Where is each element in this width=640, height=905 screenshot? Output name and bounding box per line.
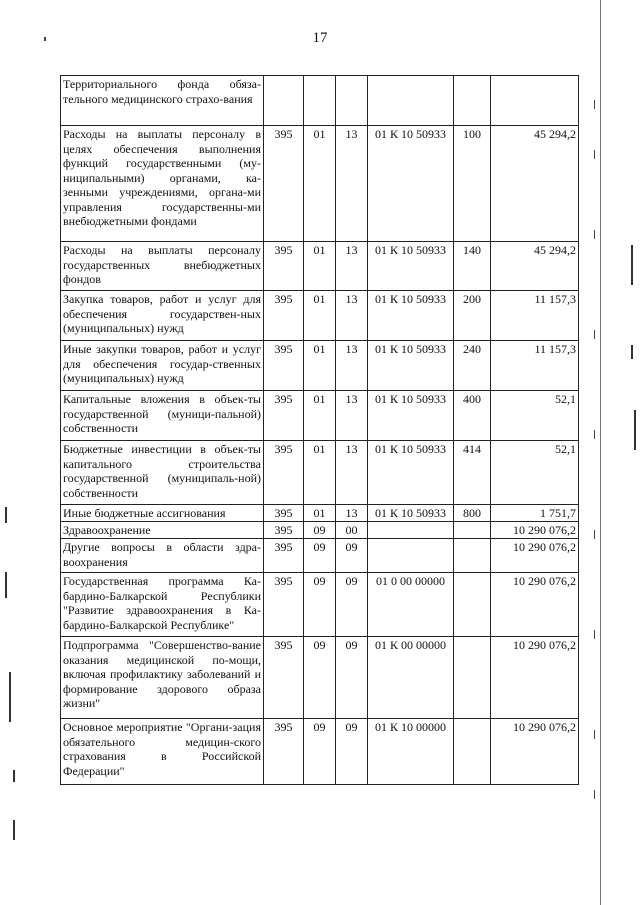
row-name: Бюджетные инвестиции в объек-ты капитального строительства государственной (муниципаль-ной) собственности [61, 441, 264, 505]
row-vr: 140 [454, 242, 491, 291]
row-ved: 395 [264, 573, 304, 637]
row-vr: 240 [454, 341, 491, 391]
table-row [61, 391, 579, 441]
scan-dash [594, 730, 595, 739]
row-ved: 395 [264, 291, 304, 341]
row-name: Закупка товаров, работ и услуг для обеспечения государствен-ных (муниципальных) нужд [61, 291, 264, 341]
row-name: Государственная программа Ка-бардино-Балкарской Республики "Развитие здравоохранения в Ка-бардино-Балкарской Республике" [61, 573, 264, 637]
table-row [61, 539, 579, 573]
row-ved: 395 [264, 719, 304, 785]
table-row [61, 341, 579, 391]
scan-dash [594, 630, 595, 639]
page-number: 17 [312, 30, 328, 46]
scan-mark [5, 507, 7, 523]
row-csr [368, 522, 454, 539]
row-vr [454, 719, 491, 785]
row-sum: 10 290 076,2 [491, 637, 579, 719]
row-vr: 100 [454, 126, 491, 242]
row-ved: 395 [264, 637, 304, 719]
row-vr [454, 522, 491, 539]
row-vr: 414 [454, 441, 491, 505]
row-ved: 395 [264, 242, 304, 291]
row-vr: 200 [454, 291, 491, 341]
row-csr: 01 К 10 50933 [368, 391, 454, 441]
row-name: Иные бюджетные ассигнования [61, 505, 264, 522]
row-csr [368, 76, 454, 126]
row-rz: 09 [304, 522, 336, 539]
table-row [61, 505, 579, 522]
row-vr [454, 637, 491, 719]
row-csr: 01 К 00 00000 [368, 637, 454, 719]
row-vr [454, 76, 491, 126]
table-row [61, 242, 579, 291]
row-pr: 09 [336, 573, 368, 637]
scan-mark [13, 820, 15, 840]
row-pr: 13 [336, 126, 368, 242]
row-sum: 11 157,3 [491, 341, 579, 391]
budget-table [60, 75, 579, 785]
row-pr: 13 [336, 341, 368, 391]
row-pr: 13 [336, 291, 368, 341]
row-sum: 52,1 [491, 441, 579, 505]
scan-mark [9, 672, 11, 722]
row-sum: 10 290 076,2 [491, 539, 579, 573]
row-ved: 395 [264, 391, 304, 441]
table-row [61, 76, 579, 126]
row-name: Другие вопросы в области здра-воохранения [61, 539, 264, 573]
row-sum: 1 751,7 [491, 505, 579, 522]
scan-mark [631, 245, 633, 285]
scan-dash [594, 790, 595, 799]
row-pr: 09 [336, 637, 368, 719]
row-sum: 45 294,2 [491, 242, 579, 291]
scan-mark [631, 345, 633, 359]
row-name: Территориального фонда обяза-тельного медицинского страхо-вания [61, 76, 264, 126]
row-rz: 01 [304, 242, 336, 291]
row-pr: 09 [336, 719, 368, 785]
scan-dash [594, 430, 595, 439]
row-ved: 395 [264, 341, 304, 391]
row-ved: 395 [264, 505, 304, 522]
row-rz: 01 [304, 126, 336, 242]
row-rz: 01 [304, 291, 336, 341]
row-pr: 13 [336, 242, 368, 291]
row-rz: 09 [304, 573, 336, 637]
scan-mark [634, 410, 636, 450]
row-csr: 01 К 10 50933 [368, 341, 454, 391]
scan-edge-line [600, 0, 601, 905]
table-row [61, 126, 579, 242]
row-sum: 10 290 076,2 [491, 573, 579, 637]
row-csr: 01 К 10 50933 [368, 242, 454, 291]
row-rz: 01 [304, 341, 336, 391]
row-pr: 09 [336, 539, 368, 573]
row-pr: 13 [336, 505, 368, 522]
scan-dash [594, 230, 595, 239]
row-sum: 45 294,2 [491, 126, 579, 242]
row-sum: 11 157,3 [491, 291, 579, 341]
row-csr: 01 К 10 00000 [368, 719, 454, 785]
row-sum: 10 290 076,2 [491, 719, 579, 785]
row-vr [454, 539, 491, 573]
scan-dash [594, 530, 595, 539]
row-rz: 09 [304, 539, 336, 573]
scan-dash [594, 100, 595, 109]
table-row [61, 441, 579, 505]
row-rz: 01 [304, 505, 336, 522]
scan-dash [594, 330, 595, 339]
table-row [61, 637, 579, 719]
row-name: Здравоохранение [61, 522, 264, 539]
row-ved: 395 [264, 126, 304, 242]
row-name: Расходы на выплаты персоналу государственных внебюджетных фондов [61, 242, 264, 291]
row-rz: 01 [304, 441, 336, 505]
row-ved: 395 [264, 522, 304, 539]
row-csr [368, 539, 454, 573]
row-vr: 400 [454, 391, 491, 441]
row-csr: 01 0 00 00000 [368, 573, 454, 637]
table-row [61, 522, 579, 539]
row-name: Расходы на выплаты персоналу в целях обеспечения выполнения функций государственными (му-ниципальными) органами, ка-зенными учреждениями, органа-ми управления государственны-ми внебюджетными фондами [61, 126, 264, 242]
row-vr [454, 573, 491, 637]
row-sum: 10 290 076,2 [491, 522, 579, 539]
row-name: Основное мероприятие "Органи-зация обязательного медицин-ского страхования в Российской Федерации" [61, 719, 264, 785]
scan-mark [13, 770, 15, 782]
row-ved [264, 76, 304, 126]
row-rz: 09 [304, 637, 336, 719]
row-pr: 00 [336, 522, 368, 539]
row-name: Подпрограмма "Совершенство-вание оказания медицинской по-мощи, включая профилактику заболеваний и формирование здорового образа жизни" [61, 637, 264, 719]
row-csr: 01 К 10 50933 [368, 505, 454, 522]
row-rz [304, 76, 336, 126]
row-sum [491, 76, 579, 126]
scan-dash [44, 37, 46, 41]
row-ved: 395 [264, 441, 304, 505]
row-pr: 13 [336, 441, 368, 505]
scan-mark [5, 572, 7, 598]
row-rz: 09 [304, 719, 336, 785]
row-ved: 395 [264, 539, 304, 573]
table-row [61, 291, 579, 341]
scan-dash [594, 150, 595, 159]
table-row [61, 573, 579, 637]
row-pr [336, 76, 368, 126]
row-csr: 01 К 10 50933 [368, 126, 454, 242]
table-row [61, 719, 579, 785]
row-name: Иные закупки товаров, работ и услуг для обеспечения государ-ственных (муниципальных) нужд [61, 341, 264, 391]
row-sum: 52,1 [491, 391, 579, 441]
row-csr: 01 К 10 50933 [368, 441, 454, 505]
row-pr: 13 [336, 391, 368, 441]
row-name: Капитальные вложения в объек-ты государственной (муници-пальной) собственности [61, 391, 264, 441]
row-rz: 01 [304, 391, 336, 441]
row-csr: 01 К 10 50933 [368, 291, 454, 341]
row-vr: 800 [454, 505, 491, 522]
